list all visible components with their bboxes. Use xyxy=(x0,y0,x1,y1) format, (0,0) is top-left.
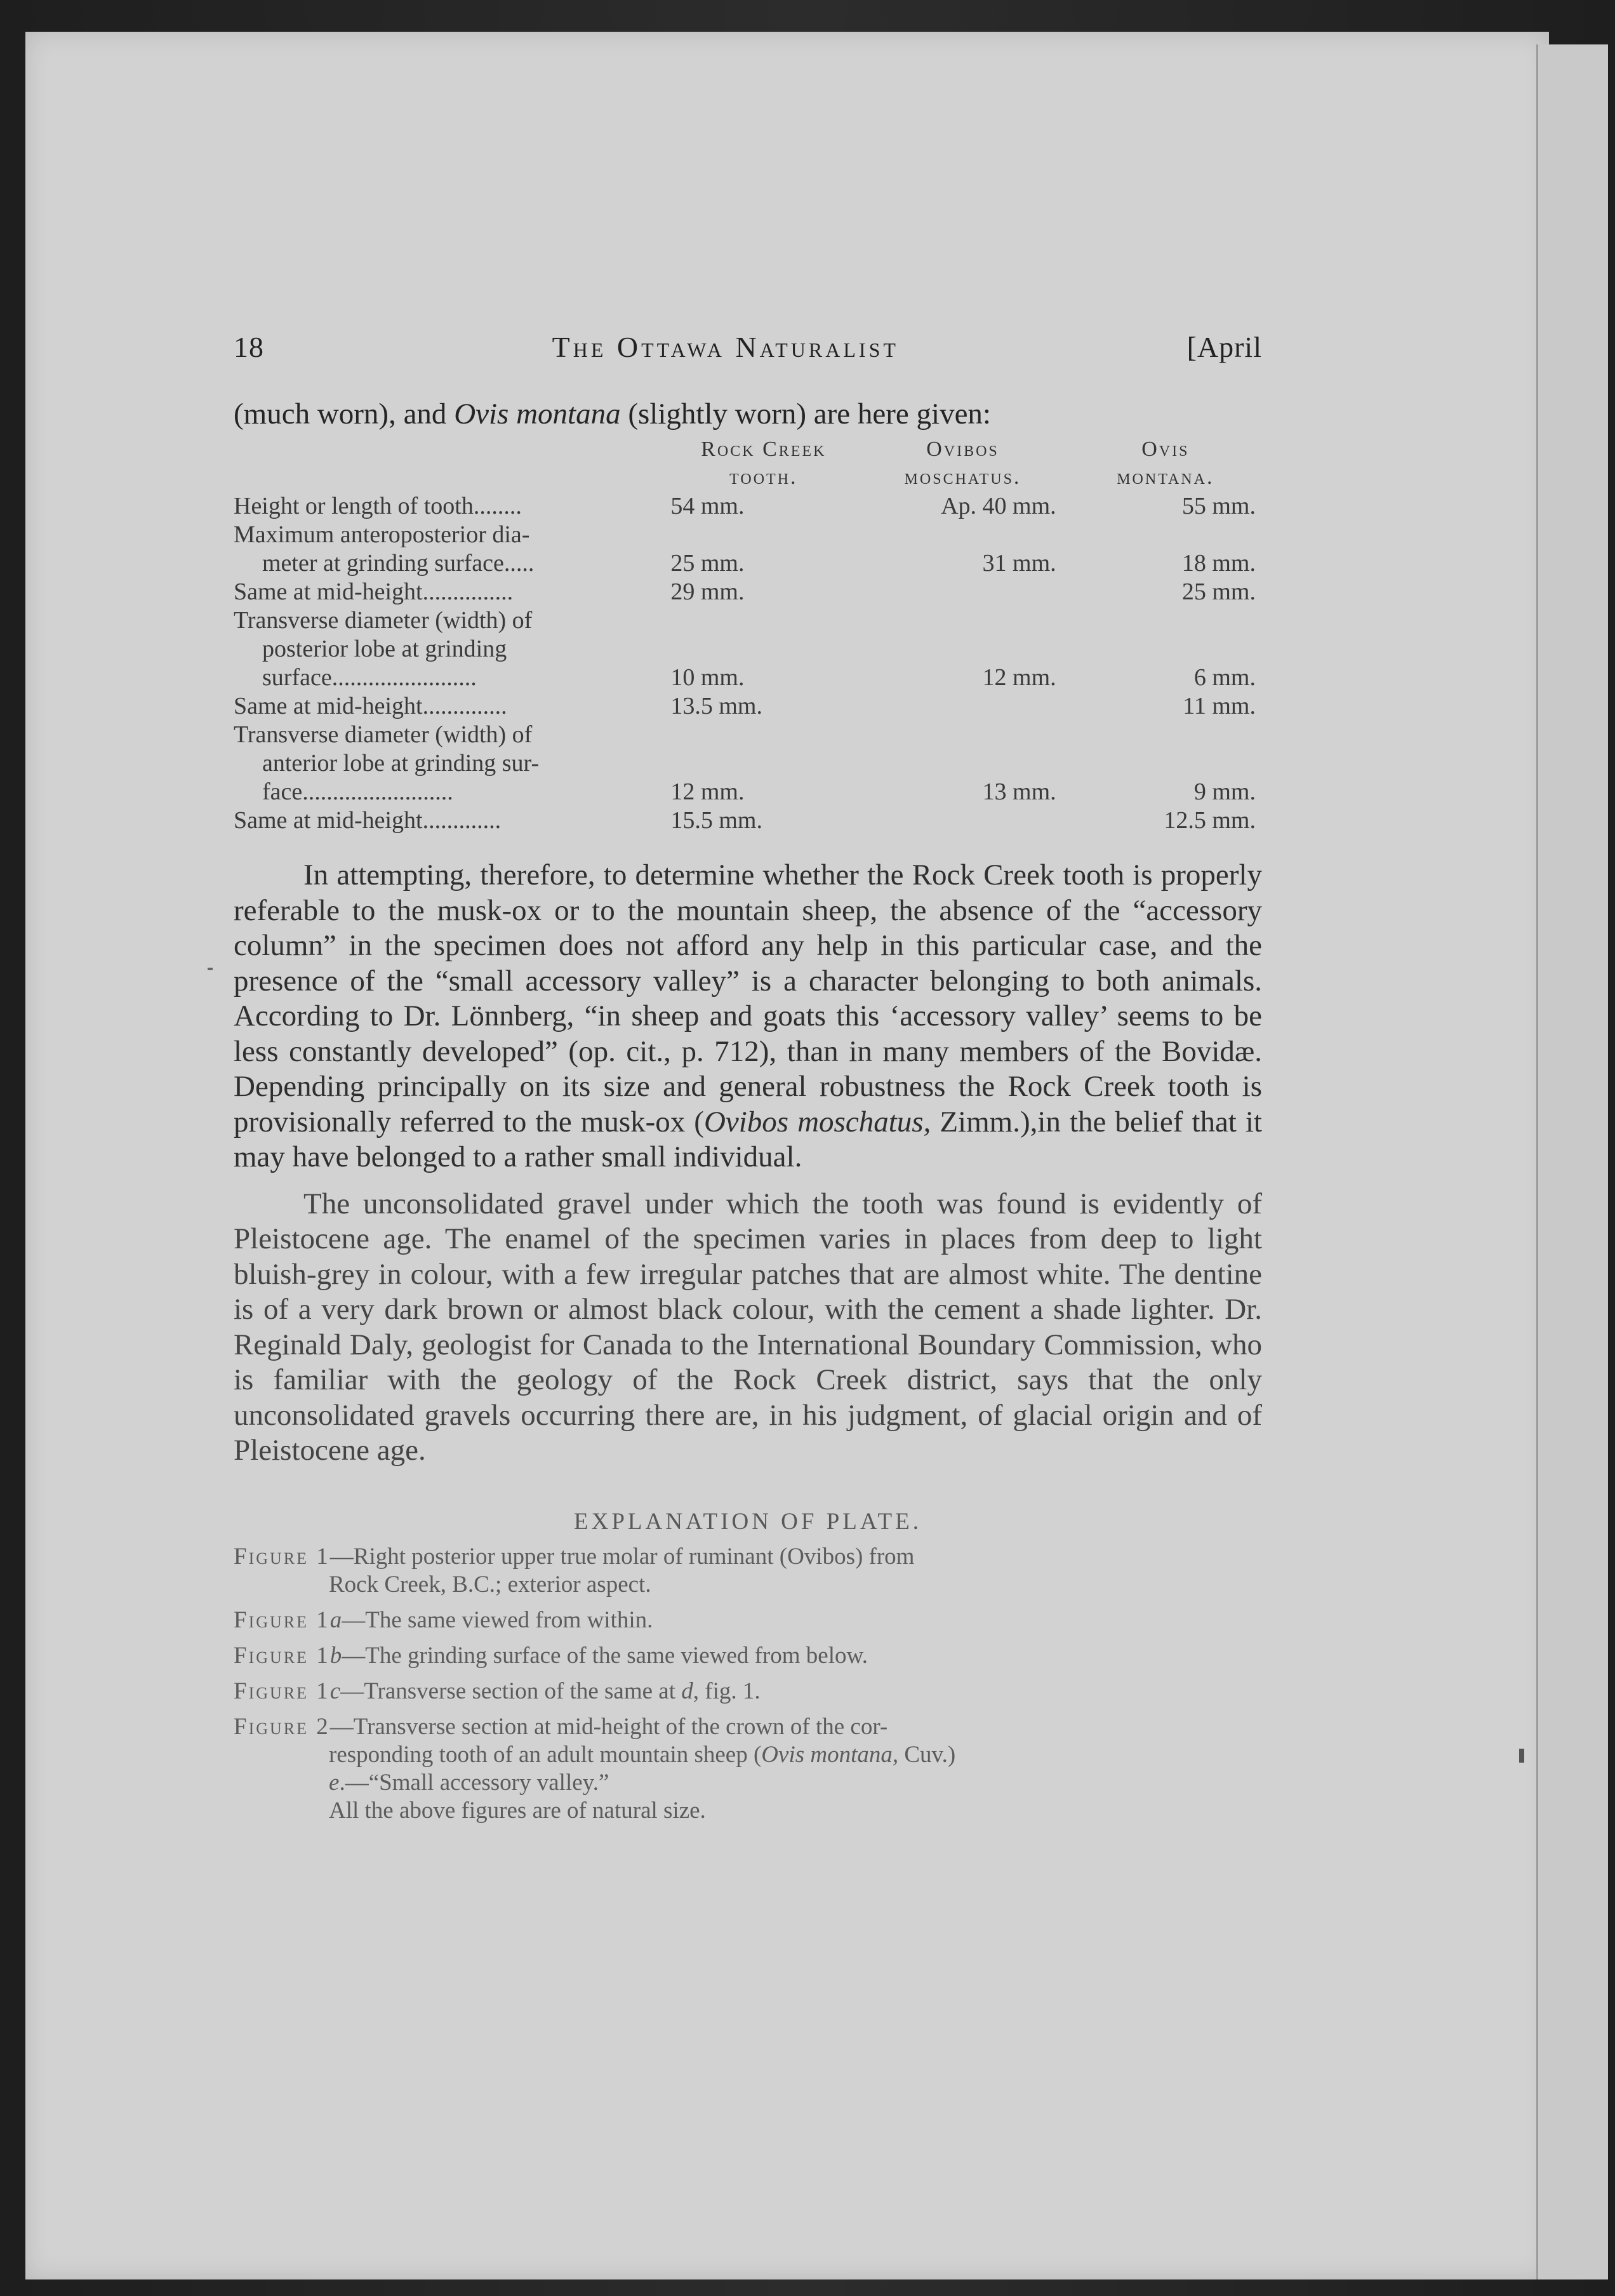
figure-caption-1: Figure 1—Right posterior upper true molar of ruminant (Ovibos) from Rock Creek, B.C.; exterior aspect. xyxy=(234,1543,915,1598)
measurement-table xyxy=(234,435,1262,835)
body-paragraph-1: In attempting, therefore, to determine whether the Rock Creek tooth is properly referable to the musk-ox or to the mountain sheep, the absence of the “accessory column” in the specimen does not afford any help in this particular case, and the presence of the “small accessory valley” is a character belonging to both animals. According to Dr. Lönnberg, “in sheep and goats this ‘accessory valley’ seems to be less constantly developed” (op. cit., p. 712), than in many members of the Bovidæ. Depending principally on its size and general robustness the Rock Creek tooth is provisionally referred to the musk-ox (Ovibos moschatus, Zimm.),in the belief that it may have belonged to a rather small individual. xyxy=(234,858,1262,1173)
rock-creek-value: 54 mm. xyxy=(670,493,745,519)
issue-month: [April xyxy=(1186,331,1262,363)
page-number: 18 xyxy=(234,331,264,363)
column-header-rock-creek: Rock Creek tooth. xyxy=(701,437,827,489)
rock-creek-value: 12 mm. xyxy=(670,778,745,805)
table-row xyxy=(234,492,1262,521)
table-row xyxy=(234,806,1262,835)
column-header-ovis: Ovis montana. xyxy=(1117,437,1214,489)
rock-creek-value: 10 mm. xyxy=(670,664,745,691)
row-label: Transverse diameter (width) of posterior lobe at grinding surface........................ xyxy=(234,607,533,691)
rock-creek-value: 13.5 mm. xyxy=(670,693,762,719)
ovibos-value xyxy=(856,806,1068,835)
figure-caption-1a: Figure 1a—The same viewed from within. xyxy=(234,1606,653,1633)
row-label: Height or length of tooth........ xyxy=(234,493,522,519)
row-label: Same at mid-height............... xyxy=(234,578,514,605)
journal-title: The Ottawa Naturalist xyxy=(552,331,899,363)
plate-explanation-heading: EXPLANATION OF PLATE. xyxy=(574,1508,922,1535)
ovis-value: 18 mm. xyxy=(1181,550,1256,577)
intro-species: Ovis montana xyxy=(454,397,621,431)
table-row xyxy=(234,721,1262,806)
row-label: Same at mid-height............. xyxy=(234,807,502,834)
column-header-ovibos: Ovibos moschatus. xyxy=(904,437,1021,489)
row-label: Same at mid-height.............. xyxy=(234,693,507,719)
page-content xyxy=(234,330,1262,1825)
figure-caption-1b: Figure 1b—The grinding surface of the same viewed from below. xyxy=(234,1642,868,1669)
table-row xyxy=(234,606,1262,692)
ovis-value: 9 mm. xyxy=(1193,778,1256,805)
row-label: Transverse diameter (width) of anterior lobe at grinding sur- face......................... xyxy=(234,721,540,805)
row-label: Maximum anteroposterior dia- meter at grinding surface..... xyxy=(234,521,535,577)
ovis-value: 6 mm. xyxy=(1193,664,1256,691)
ovis-value: 11 mm. xyxy=(1183,693,1256,719)
intro-text-before: (much worn), and xyxy=(234,397,455,431)
ovis-value: 55 mm. xyxy=(1181,493,1256,519)
rock-creek-value: 15.5 mm. xyxy=(670,807,762,834)
rock-creek-value: 29 mm. xyxy=(670,578,745,605)
table-row xyxy=(234,692,1262,721)
intro-line xyxy=(234,397,1262,431)
next-page-edge xyxy=(1536,44,1608,2279)
rock-creek-value: 25 mm. xyxy=(670,550,745,577)
running-header xyxy=(234,330,1262,364)
table-row xyxy=(234,521,1262,578)
figure-caption-1c: Figure 1c—Transverse section of the same at d, fig. 1. xyxy=(234,1678,761,1704)
header-blank xyxy=(234,435,670,492)
margin-dot xyxy=(208,968,213,970)
margin-mark xyxy=(1519,1749,1524,1763)
figure-caption-2: Figure 2—Transverse section at mid-height of the crown of the cor- responding tooth of an adult mountain sheep (Ovis montana, Cuv.) e.—“Small accessory valley.” xyxy=(234,1713,956,1796)
figure-size-note: All the above figures are of natural size. xyxy=(329,1797,706,1824)
body-paragraph-2: The unconsolidated gravel under which the tooth was found is evidently of Pleistocene age. The enamel of the specimen varies in places from deep to light bluish-grey in colour, with a few irregular patches that are almost white. The dentine is of a very dark brown or almost black colour, with the cement a shade lighter. Dr. Reginald Daly, geologist for Canada to the International Boundary Commission, who is familiar with the geology of the Rock Creek district, says that the only unconsolidated gravels occurring there are, in his judgment, of glacial origin and of Pleistocene age. xyxy=(234,1187,1262,1467)
ovibos-value: 12 mm. xyxy=(982,664,1056,691)
table-header-row xyxy=(234,435,1262,492)
ovibos-value xyxy=(856,692,1068,721)
ovibos-value: 13 mm. xyxy=(982,778,1056,805)
ovibos-value: 31 mm. xyxy=(982,550,1056,577)
ovibos-value: Ap. 40 mm. xyxy=(941,493,1056,519)
ovis-value: 25 mm. xyxy=(1181,578,1256,605)
ovis-value: 12.5 mm. xyxy=(1164,807,1256,834)
intro-text-after: (slightly worn) are here given: xyxy=(620,397,991,431)
table-row xyxy=(234,578,1262,606)
ovibos-value xyxy=(856,578,1068,606)
